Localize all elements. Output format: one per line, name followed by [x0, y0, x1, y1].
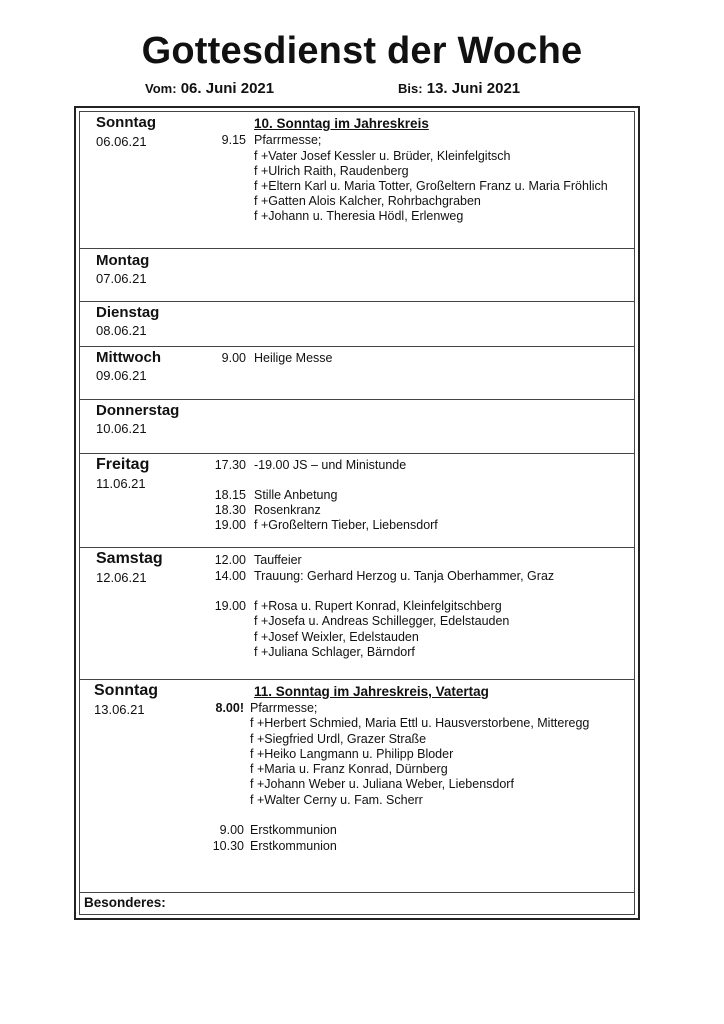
entry-text: Pfarrmesse; — [250, 701, 318, 715]
entry-text: f +Eltern Karl u. Maria Totter, Großeltern Franz u. Maria Fröhlich — [254, 179, 608, 193]
day-name: Dienstag — [96, 304, 160, 321]
schedule-table — [79, 111, 635, 915]
entry-text: Rosenkranz — [254, 503, 321, 517]
entry-text: Trauung: Gerhard Herzog u. Tanja Oberhammer, Graz — [254, 569, 555, 583]
entry-time: 19.00 — [214, 599, 246, 613]
day-name: Samstag — [96, 550, 163, 567]
entry-text: Pfarrmesse; — [254, 133, 322, 147]
day-heading: 11. Sonntag im Jahreskreis, Vatertag — [254, 684, 489, 699]
row-separator — [80, 248, 634, 249]
day-date: 07.06.21 — [96, 271, 147, 286]
entry-text: f +Heiko Langmann u. Philipp Bloder — [250, 747, 454, 761]
row-separator — [80, 679, 634, 680]
row-separator — [80, 453, 634, 454]
day-date: 12.06.21 — [96, 570, 147, 585]
entry-time: 12.00 — [214, 553, 246, 567]
entry-text: f +Johann u. Theresia Hödl, Erlenweg — [254, 209, 464, 223]
entry-text: f +Herbert Schmied, Maria Ettl u. Hausverstorbene, Mitteregg — [250, 716, 590, 730]
date-range-to — [398, 80, 520, 97]
entry-text: Erstkommunion — [250, 823, 337, 837]
date-range-from — [145, 80, 274, 97]
row-separator — [80, 301, 634, 302]
entry-text: f +Josefa u. Andreas Schillegger, Edelstauden — [254, 614, 510, 628]
entry-time: 9.15 — [221, 133, 246, 147]
entry-text: f +Johann Weber u. Juliana Weber, Liebensdorf — [250, 777, 514, 791]
entry-text: Erstkommunion — [250, 839, 337, 853]
entry-time: 14.00 — [214, 569, 246, 583]
to-label: Bis: — [398, 81, 423, 96]
from-label: Vom: — [145, 81, 177, 96]
day-name: Montag — [96, 252, 150, 269]
entry-text: f +Josef Weixler, Edelstauden — [254, 630, 419, 644]
day-heading: 10. Sonntag im Jahreskreis — [254, 116, 429, 131]
entry-text: f +Großeltern Tieber, Liebensdorf — [254, 518, 438, 532]
entry-time: 18.30 — [214, 503, 246, 517]
page-title: Gottesdienst der Woche — [141, 30, 583, 72]
row-separator — [80, 547, 634, 548]
entry-text: -19.00 JS – und Ministunde — [254, 458, 407, 472]
entry-time: 9.00 — [221, 351, 246, 365]
day-name: Freitag — [96, 456, 150, 473]
day-date: 06.06.21 — [96, 134, 147, 149]
to-value: 13. Juni 2021 — [426, 80, 521, 97]
schedule-frame — [74, 106, 640, 920]
day-date: 13.06.21 — [94, 702, 145, 717]
row-separator — [80, 346, 634, 347]
entry-text: f +Gatten Alois Kalcher, Rohrbachgraben — [254, 194, 481, 208]
row-separator — [80, 892, 634, 893]
entry-text: Heilige Messe — [254, 351, 333, 365]
besonderes-label: Besonderes: — [84, 895, 166, 910]
entry-text: f +Juliana Schlager, Bärndorf — [254, 645, 415, 659]
entry-time: 19.00 — [214, 518, 246, 532]
entry-time: 9.00 — [219, 823, 244, 837]
day-date: 10.06.21 — [96, 421, 147, 436]
entry-time: 17.30 — [214, 458, 246, 472]
entry-text: f +Vater Josef Kessler u. Brüder, Kleinfelgitsch — [254, 149, 511, 163]
entry-text: f +Siegfried Urdl, Grazer Straße — [250, 732, 427, 746]
entry-text: Tauffeier — [254, 553, 302, 567]
entry-time: 8.00! — [215, 701, 244, 715]
entry-time: 18.15 — [214, 488, 246, 502]
from-value: 06. Juni 2021 — [180, 80, 275, 97]
entry-text: Stille Anbetung — [254, 488, 338, 502]
day-date: 11.06.21 — [96, 476, 146, 491]
entry-text: f +Walter Cerny u. Fam. Scherr — [250, 793, 423, 807]
day-date: 09.06.21 — [96, 368, 147, 383]
entry-time: 10.30 — [212, 839, 244, 853]
day-name: Sonntag — [96, 114, 156, 131]
entry-text: f +Rosa u. Rupert Konrad, Kleinfelgitschberg — [254, 599, 502, 613]
day-name: Donnerstag — [96, 402, 180, 419]
day-name: Sonntag — [94, 682, 158, 699]
day-name: Mittwoch — [96, 349, 161, 366]
row-separator — [80, 399, 634, 400]
entry-text: f +Maria u. Franz Konrad, Dürnberg — [250, 762, 448, 776]
entry-text: f +Ulrich Raith, Raudenberg — [254, 164, 409, 178]
day-date: 08.06.21 — [96, 323, 147, 338]
